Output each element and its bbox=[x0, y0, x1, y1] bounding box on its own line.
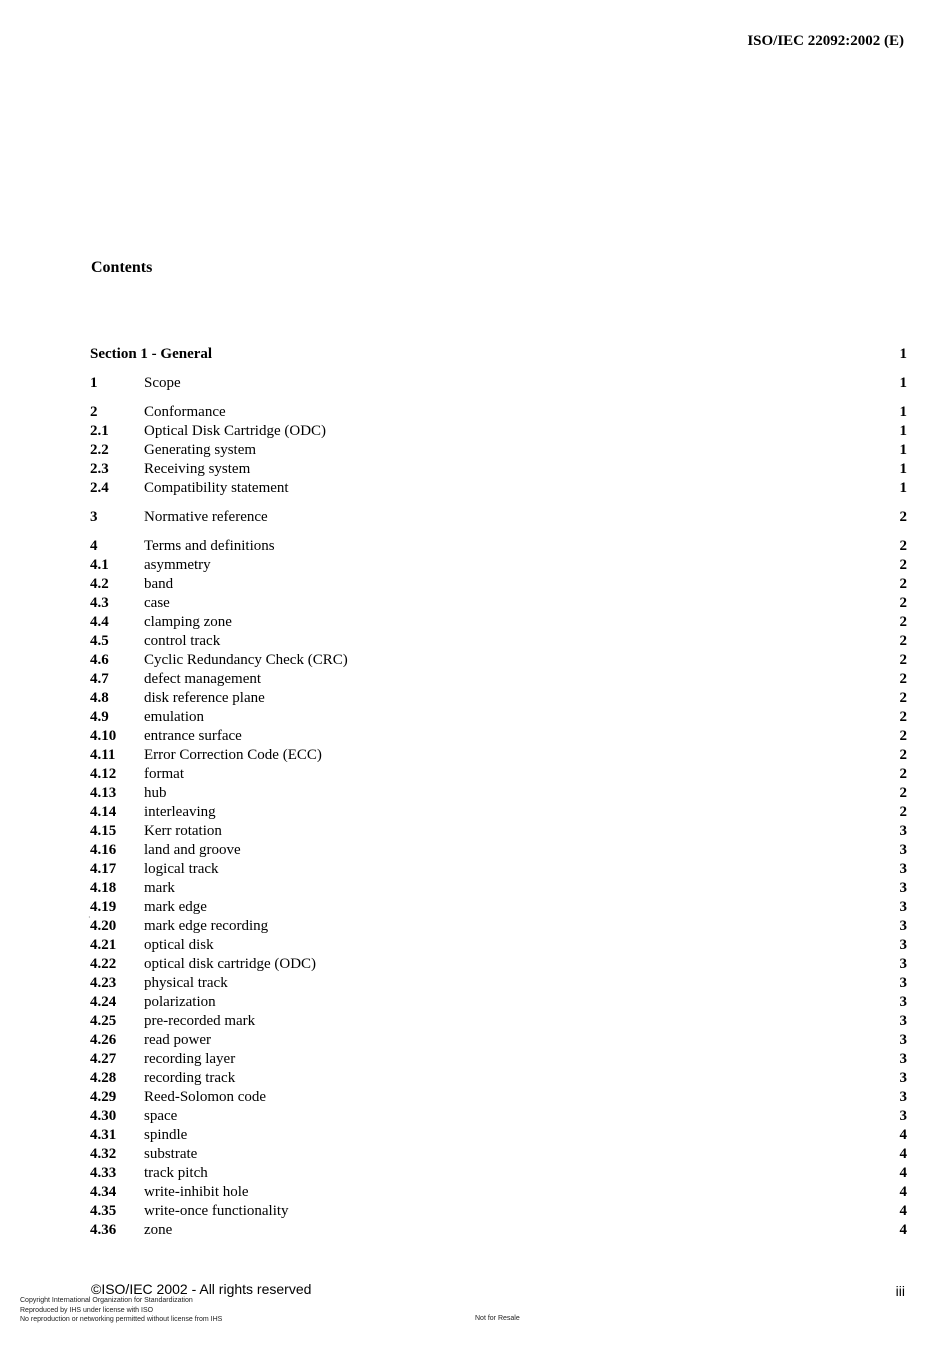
toc-entry-title: interleaving bbox=[144, 804, 216, 820]
toc-entry-title: zone bbox=[144, 1222, 173, 1238]
toc-section-row[interactable] bbox=[90, 345, 907, 364]
toc-entry-number: 2.4 bbox=[90, 480, 109, 496]
toc-entry-page: 2 bbox=[899, 557, 907, 573]
toc-entry-page: 2 bbox=[899, 766, 907, 782]
toc-entry-number: 4.9 bbox=[90, 709, 109, 725]
footer-page-number: iii bbox=[895, 1283, 905, 1299]
toc-entry-title: land and groove bbox=[144, 842, 241, 858]
toc-entry[interactable] bbox=[90, 1145, 907, 1164]
toc-entry-title: Scope bbox=[144, 375, 181, 391]
toc-entry-page: 4 bbox=[899, 1184, 907, 1200]
margin-mark: · bbox=[88, 913, 91, 922]
toc-entry[interactable] bbox=[90, 898, 907, 917]
table-of-contents bbox=[90, 345, 907, 1240]
toc-entry-number: 4.19 bbox=[90, 899, 117, 915]
toc-entry-number: 1 bbox=[90, 375, 98, 391]
toc-entry[interactable] bbox=[90, 1012, 907, 1031]
toc-entry-title: read power bbox=[144, 1032, 212, 1048]
toc-entry-page: 4 bbox=[899, 1146, 907, 1162]
toc-entry-number: 4 bbox=[90, 538, 98, 554]
toc-entry-title: band bbox=[144, 576, 174, 592]
toc-entry[interactable] bbox=[90, 556, 907, 575]
toc-entry-page: 2 bbox=[899, 633, 907, 649]
toc-entry-title: track pitch bbox=[144, 1165, 208, 1181]
toc-section-title: Section 1 - General bbox=[90, 346, 213, 362]
toc-entry-title: pre-recorded mark bbox=[144, 1013, 256, 1029]
toc-entry-page: 3 bbox=[899, 880, 907, 896]
toc-entry-number: 4.28 bbox=[90, 1070, 117, 1086]
toc-entry-page: 3 bbox=[899, 861, 907, 877]
toc-entry-number: 4.20 bbox=[90, 918, 117, 934]
toc-entry[interactable] bbox=[90, 1107, 907, 1126]
toc-entry-number: 4.1 bbox=[90, 557, 109, 573]
toc-entry[interactable] bbox=[90, 1183, 907, 1202]
toc-entry-title: write-once functionality bbox=[144, 1203, 289, 1219]
toc-entry-number: 4.4 bbox=[90, 614, 109, 630]
toc-entry-title: polarization bbox=[144, 994, 216, 1010]
toc-entry-number: 4.34 bbox=[90, 1184, 117, 1200]
toc-entry-page: 2 bbox=[899, 509, 907, 525]
toc-entry-page: 4 bbox=[899, 1165, 907, 1181]
toc-entry[interactable] bbox=[90, 765, 907, 784]
contents-heading: Contents bbox=[91, 259, 153, 276]
toc-entry-number: 4.22 bbox=[90, 956, 117, 972]
toc-entry-page: 3 bbox=[899, 994, 907, 1010]
toc-entry-page: 1 bbox=[899, 375, 907, 391]
toc-entry-title: Compatibility statement bbox=[144, 480, 289, 496]
toc-entry-title: format bbox=[144, 766, 184, 782]
license-line: No reproduction or networking permitted without license from IHS bbox=[20, 1316, 223, 1323]
toc-entry[interactable] bbox=[90, 613, 907, 632]
toc-entry-page: 2 bbox=[899, 747, 907, 763]
toc-entry[interactable] bbox=[90, 460, 907, 479]
toc-entry-page: 1 bbox=[899, 480, 907, 496]
toc-entry-number: 4.21 bbox=[90, 937, 117, 953]
toc-entry[interactable] bbox=[90, 441, 907, 460]
toc-entry-number: 4.8 bbox=[90, 690, 109, 706]
toc-entry-number: 4.14 bbox=[90, 804, 117, 820]
resale-notice: Not for Resale bbox=[475, 1315, 520, 1322]
toc-spacer bbox=[90, 498, 907, 508]
toc-entry[interactable] bbox=[90, 1088, 907, 1107]
toc-entry-number: 2.1 bbox=[90, 423, 109, 439]
toc-entry[interactable] bbox=[90, 1031, 907, 1050]
toc-entry-title: Kerr rotation bbox=[144, 823, 222, 839]
toc-entry[interactable] bbox=[90, 803, 907, 822]
toc-entry-number: 2 bbox=[90, 404, 98, 420]
toc-entry-page: 2 bbox=[899, 690, 907, 706]
toc-entry[interactable] bbox=[90, 860, 907, 879]
toc-entry-number: 4.6 bbox=[90, 652, 109, 668]
toc-entry-page: 4 bbox=[899, 1222, 907, 1238]
toc-entry-page: 3 bbox=[899, 1070, 907, 1086]
toc-entry[interactable] bbox=[90, 479, 907, 498]
toc-entry-page: 2 bbox=[899, 785, 907, 801]
toc-entry[interactable] bbox=[90, 708, 907, 727]
toc-entry-title: write-inhibit hole bbox=[144, 1184, 249, 1200]
toc-entry-title: optical disk cartridge (ODC) bbox=[144, 956, 317, 972]
footer-copyright: ©ISO/IEC 2002 - All rights reserved bbox=[91, 1281, 312, 1297]
toc-entry-number: 4.25 bbox=[90, 1013, 117, 1029]
toc-entry[interactable] bbox=[90, 993, 907, 1012]
toc-entry-page: 4 bbox=[899, 1203, 907, 1219]
toc-entry-number: 4.30 bbox=[90, 1108, 117, 1124]
toc-entry-title: Conformance bbox=[144, 404, 226, 420]
toc-entry-title: recording layer bbox=[144, 1051, 236, 1067]
toc-entry[interactable] bbox=[90, 917, 907, 936]
toc-entry-title: hub bbox=[144, 785, 167, 801]
toc-entry-title: Normative reference bbox=[144, 509, 268, 525]
toc-entry[interactable] bbox=[90, 632, 907, 651]
toc-entry-number: 4.33 bbox=[90, 1165, 117, 1181]
toc-entry-title: Receiving system bbox=[144, 461, 251, 477]
toc-entry-page: 2 bbox=[899, 595, 907, 611]
toc-entry[interactable] bbox=[90, 594, 907, 613]
toc-entry-title: physical track bbox=[144, 975, 228, 991]
toc-entry[interactable] bbox=[90, 784, 907, 803]
toc-entry-page: 2 bbox=[899, 728, 907, 744]
toc-entry-page: 3 bbox=[899, 918, 907, 934]
toc-entry-number: 4.13 bbox=[90, 785, 117, 801]
toc-entry-number: 4.15 bbox=[90, 823, 117, 839]
toc-entry-page: 3 bbox=[899, 1108, 907, 1124]
toc-entry-number: 2.2 bbox=[90, 442, 109, 458]
toc-entry-title: emulation bbox=[144, 709, 204, 725]
toc-entry[interactable] bbox=[90, 879, 907, 898]
toc-entry-number: 4.12 bbox=[90, 766, 117, 782]
toc-entry-page: 3 bbox=[899, 1013, 907, 1029]
license-notice bbox=[20, 1296, 222, 1325]
toc-entry-number: 4.29 bbox=[90, 1089, 117, 1105]
toc-entry-page: 2 bbox=[899, 709, 907, 725]
toc-entry-page: 3 bbox=[899, 937, 907, 953]
toc-entry-number: 4.26 bbox=[90, 1032, 117, 1048]
toc-entry[interactable] bbox=[90, 508, 907, 527]
toc-entry[interactable] bbox=[90, 974, 907, 993]
toc-entry[interactable] bbox=[90, 746, 907, 765]
toc-entry[interactable] bbox=[90, 1221, 907, 1240]
toc-entry[interactable] bbox=[90, 1050, 907, 1069]
toc-entry-title: mark edge bbox=[144, 899, 207, 915]
toc-entry-page: 4 bbox=[899, 1127, 907, 1143]
toc-entry-title: substrate bbox=[144, 1146, 198, 1162]
toc-entry-title: Generating system bbox=[144, 442, 257, 458]
toc-entry-title: control track bbox=[144, 633, 221, 649]
toc-entry[interactable] bbox=[90, 403, 907, 422]
toc-entry[interactable] bbox=[90, 670, 907, 689]
toc-entry-page: 3 bbox=[899, 899, 907, 915]
toc-entry[interactable] bbox=[90, 727, 907, 746]
toc-entry-page: 2 bbox=[899, 576, 907, 592]
toc-entry-page: 2 bbox=[899, 652, 907, 668]
toc-spacer bbox=[90, 393, 907, 403]
toc-entry-title: Terms and definitions bbox=[144, 538, 275, 554]
toc-entry-number: 4.2 bbox=[90, 576, 109, 592]
toc-entry[interactable] bbox=[90, 841, 907, 860]
toc-entry-page: 2 bbox=[899, 614, 907, 630]
toc-entry-number: 4.31 bbox=[90, 1127, 117, 1143]
toc-entry-title: spindle bbox=[144, 1127, 188, 1143]
toc-entry-title: entrance surface bbox=[144, 728, 242, 744]
toc-entry-page: 2 bbox=[899, 804, 907, 820]
toc-entry-number: 4.24 bbox=[90, 994, 117, 1010]
toc-entry-title: space bbox=[144, 1108, 178, 1124]
toc-entry-page: 3 bbox=[899, 842, 907, 858]
toc-entry-number: 4.7 bbox=[90, 671, 109, 687]
toc-entry-page: 3 bbox=[899, 956, 907, 972]
toc-entry-number: 4.3 bbox=[90, 595, 109, 611]
toc-entry-title: defect management bbox=[144, 671, 262, 687]
toc-entry[interactable] bbox=[90, 575, 907, 594]
toc-entry-number: 4.27 bbox=[90, 1051, 117, 1067]
license-line: Copyright International Organization for Standardization bbox=[20, 1297, 193, 1304]
toc-entry-number: 4.18 bbox=[90, 880, 117, 896]
toc-entry-number: 4.5 bbox=[90, 633, 109, 649]
toc-entry-title: Reed-Solomon code bbox=[144, 1089, 267, 1105]
toc-entry-title: mark edge recording bbox=[144, 918, 269, 934]
toc-entry[interactable] bbox=[90, 1164, 907, 1183]
toc-entry-number: 4.23 bbox=[90, 975, 117, 991]
toc-entry-number: 4.32 bbox=[90, 1146, 117, 1162]
toc-entry-number: 4.17 bbox=[90, 861, 117, 877]
toc-entry-title: case bbox=[144, 595, 170, 611]
toc-entry-title: Error Correction Code (ECC) bbox=[144, 747, 322, 763]
toc-entry[interactable] bbox=[90, 689, 907, 708]
toc-entry-title: disk reference plane bbox=[144, 690, 265, 706]
toc-entry[interactable] bbox=[90, 936, 907, 955]
toc-entry-title: clamping zone bbox=[144, 614, 232, 630]
toc-entry-title: Cyclic Redundancy Check (CRC) bbox=[144, 652, 348, 668]
toc-entry-title: Optical Disk Cartridge (ODC) bbox=[144, 423, 327, 439]
toc-entry-page: 3 bbox=[899, 1032, 907, 1048]
toc-entry-page: 3 bbox=[899, 823, 907, 839]
toc-section-page: 1 bbox=[899, 346, 907, 362]
toc-entry[interactable] bbox=[90, 1126, 907, 1145]
toc-entry[interactable] bbox=[90, 537, 907, 556]
toc-entry-page: 3 bbox=[899, 975, 907, 991]
toc-entry[interactable] bbox=[90, 822, 907, 841]
toc-entry-title: mark bbox=[144, 880, 175, 896]
toc-entry-number: 3 bbox=[90, 509, 98, 525]
toc-entry-page: 3 bbox=[899, 1089, 907, 1105]
license-line: Reproduced by IHS under license with ISO bbox=[20, 1306, 154, 1314]
toc-entry-page: 3 bbox=[899, 1051, 907, 1067]
toc-entry-number: 2.3 bbox=[90, 461, 109, 477]
toc-entry-page: 2 bbox=[899, 671, 907, 687]
toc-entry-title: recording track bbox=[144, 1070, 236, 1086]
toc-entry-number: 4.11 bbox=[90, 747, 116, 763]
toc-entry-number: 4.16 bbox=[90, 842, 117, 858]
toc-spacer bbox=[90, 527, 907, 537]
toc-entry-title: optical disk bbox=[144, 937, 214, 953]
toc-entry-number: 4.10 bbox=[90, 728, 117, 744]
toc-entry[interactable] bbox=[90, 422, 907, 441]
toc-entry[interactable] bbox=[90, 374, 907, 393]
toc-entry-page: 1 bbox=[899, 404, 907, 420]
toc-entry-number: 4.36 bbox=[90, 1222, 117, 1238]
toc-entry-title: asymmetry bbox=[144, 557, 211, 573]
toc-entry-number: 4.35 bbox=[90, 1203, 117, 1219]
toc-entry-page: 1 bbox=[899, 461, 907, 477]
toc-entry[interactable] bbox=[90, 651, 907, 670]
toc-entry-title: logical track bbox=[144, 861, 219, 877]
toc-entry[interactable] bbox=[90, 1069, 907, 1088]
toc-entry[interactable] bbox=[90, 1202, 907, 1221]
standard-identifier: ISO/IEC 22092:2002 (E) bbox=[747, 33, 904, 49]
toc-spacer bbox=[90, 364, 907, 374]
toc-entry[interactable] bbox=[90, 955, 907, 974]
toc-entry-page: 1 bbox=[899, 442, 907, 458]
toc-entry-page: 1 bbox=[899, 423, 907, 439]
toc-entry-page: 2 bbox=[899, 538, 907, 554]
